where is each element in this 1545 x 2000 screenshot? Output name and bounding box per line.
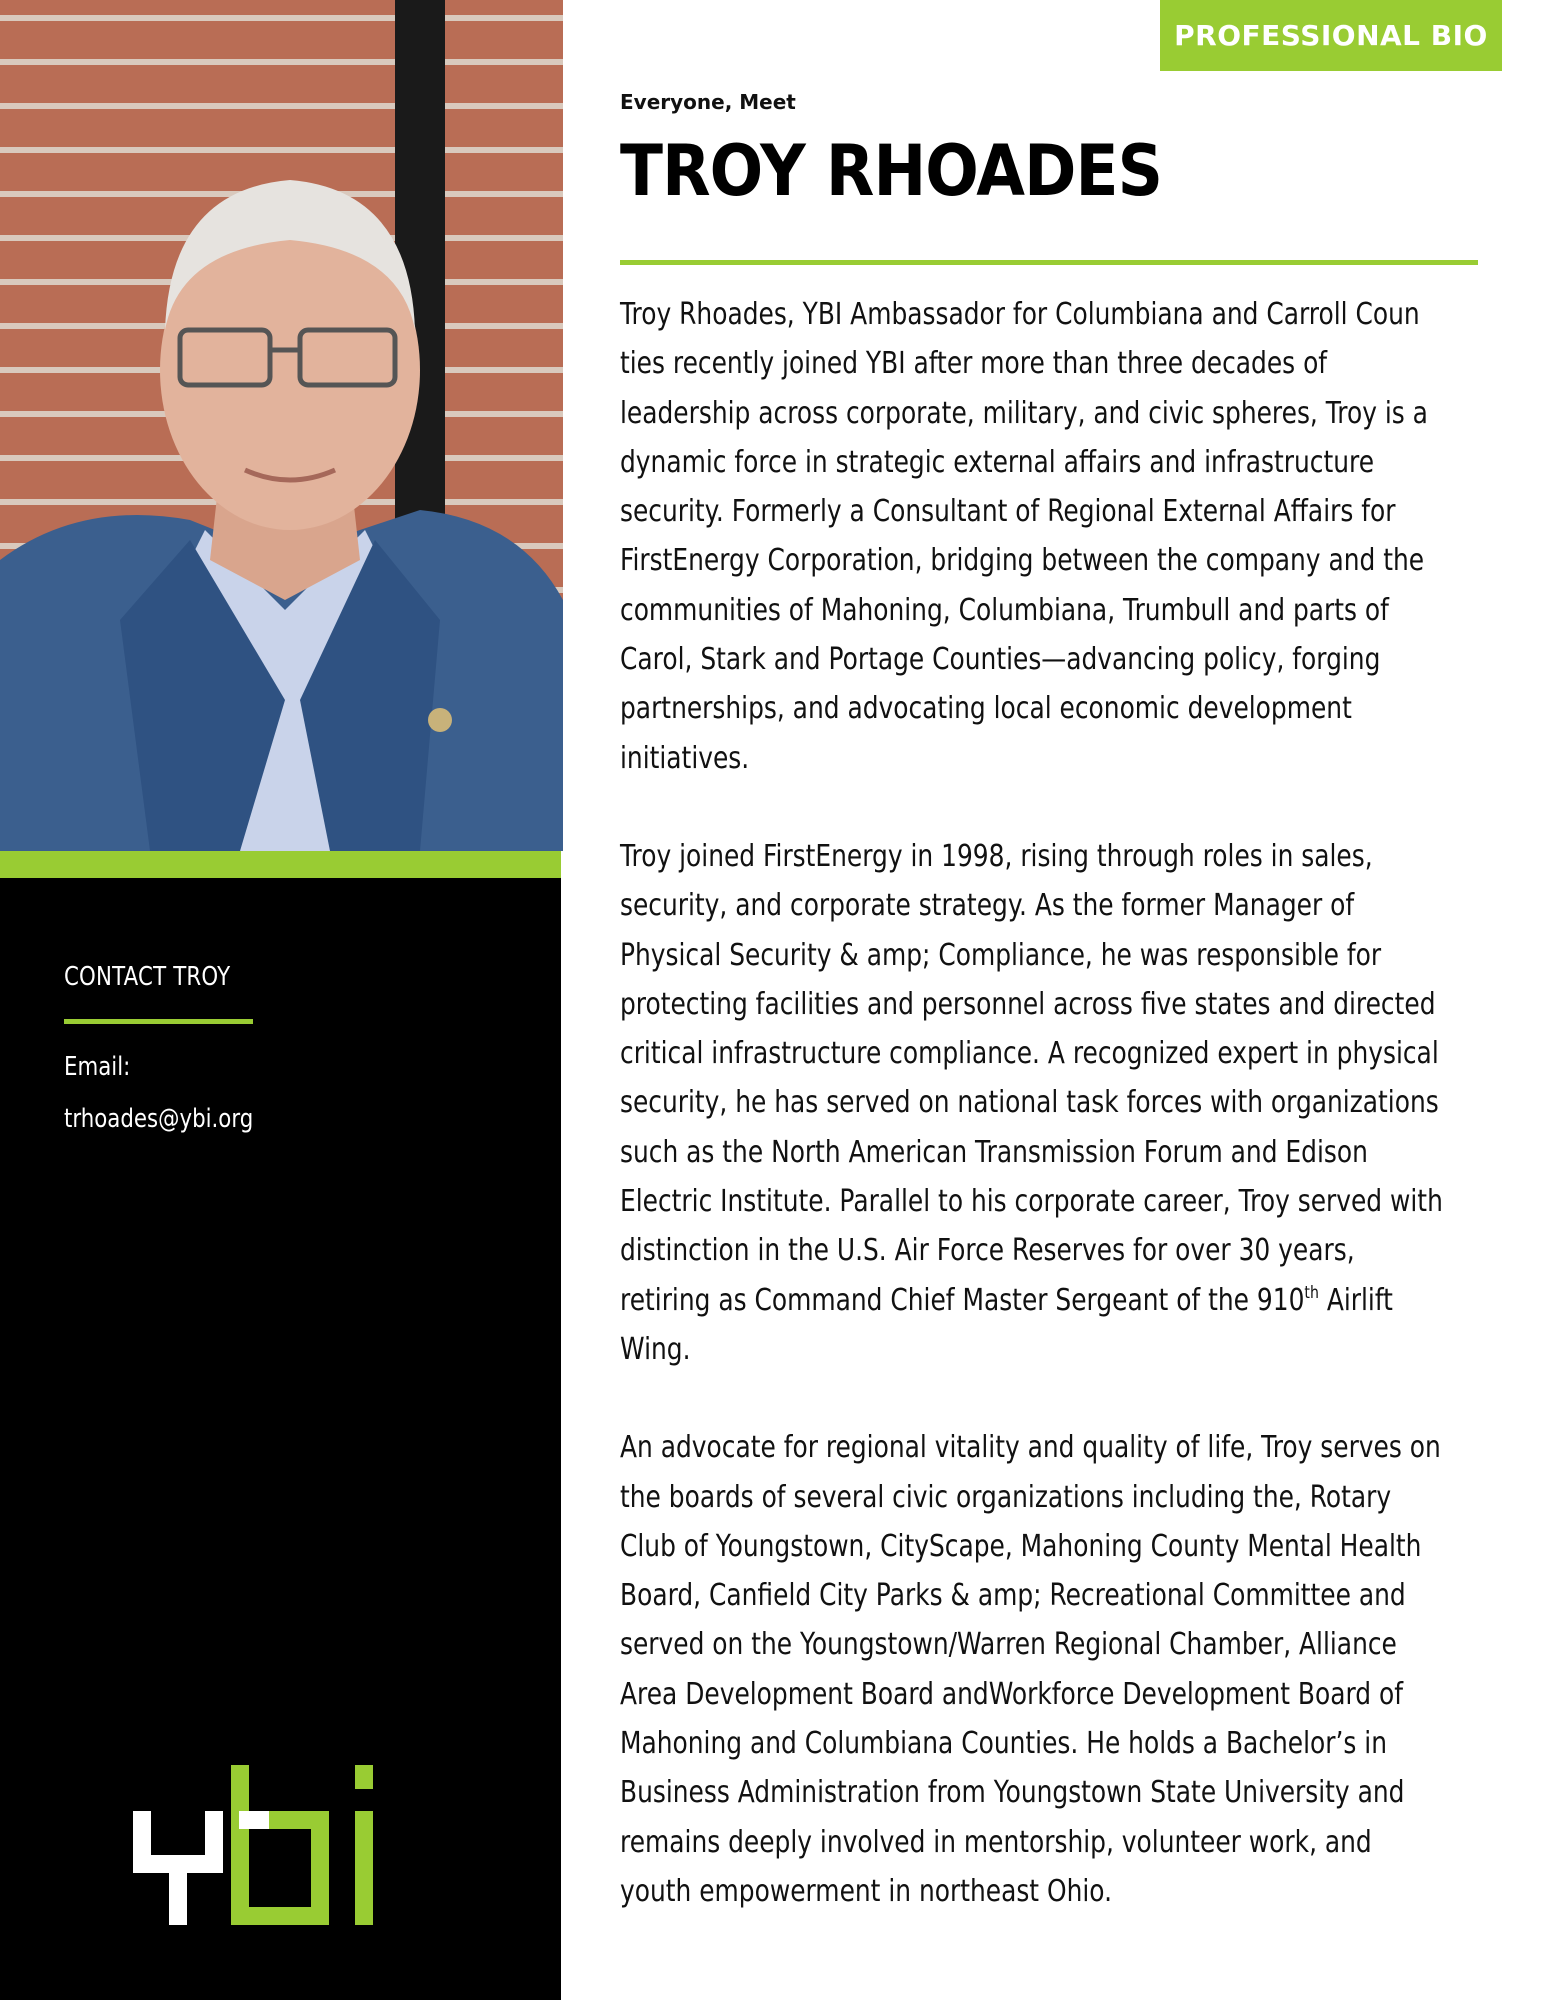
bio-text: Airlift Wing.: [620, 1282, 1393, 1367]
bio-paragraph: [620, 832, 1450, 1374]
ybi-logo: [133, 1765, 388, 1925]
bio-body: [620, 290, 1480, 1965]
bio-text: Troy joined FirstEnergy in 1998, rising through roles in sales, security, and corporate strategy. As the former Manager of Physical Security & amp; Compliance, he was responsible for protecting facilities and personnel across five states and directed critical infrastructure compliance. A recognized expert in physical security, he has served on national task forces with organizations such as the North American Transmission Forum and Edison Electric Institute. Parallel to his corporate career, Troy served with distinction in the U.S. Air Force Reserves for over 30 years, retiring as Command Chief Master Sergeant of the 910: [620, 838, 1443, 1318]
email-label: Email:: [64, 1052, 131, 1082]
portrait-illustration: [0, 0, 563, 851]
bio-paragraph: Troy Rhoades, YBI Ambassador for Columbiana and Carroll Coun ties recently joined YBI after more than three decades of leadership across corporate, military, and civic spheres, Troy is a dynamic force in strategic external affairs and infrastructure security. Formerly a Consultant of Regional External Affairs for FirstEnergy Corporation, bridging between the company and the communities of Mahoning, Columbiana, Trumbull and parts of Carol, Stark and Portage Counties—advancing policy, forging partnerships, and advocating local economic development initiatives.: [620, 297, 1428, 776]
accent-strip: [0, 851, 561, 878]
contact-divider: [64, 1019, 253, 1024]
email-link[interactable]: trhoades@ybi.org: [64, 1104, 254, 1134]
eyebrow-text: Everyone, Meet: [620, 90, 796, 114]
name-divider: [620, 260, 1478, 265]
superscript: th: [1304, 1282, 1319, 1303]
professional-bio-badge: PROFESSIONAL BIO: [1160, 0, 1502, 71]
bio-paragraph: An advocate for regional vitality and quality of life, Troy serves on the boards of several civic organizations including the, Rotary Club of Youngstown, CityScape, Mahoning County Mental Health Board, Canfield City Parks & amp; Recreational Committee and served on the Youngstown/Warren Regional Chamber, Alliance Area Development Board andWorkforce Development Board of Mahoning and Columbiana Counties. He holds a Bachelor’s in Business Administration from Youngstown State University and remains deeply involved in mentorship, volunteer work, and youth empowerment in northeast Ohio.: [620, 1430, 1441, 1909]
contact-title: CONTACT TROY: [64, 962, 231, 992]
person-name: TROY RHOADES: [620, 130, 1163, 212]
portrait-photo: [0, 0, 563, 851]
